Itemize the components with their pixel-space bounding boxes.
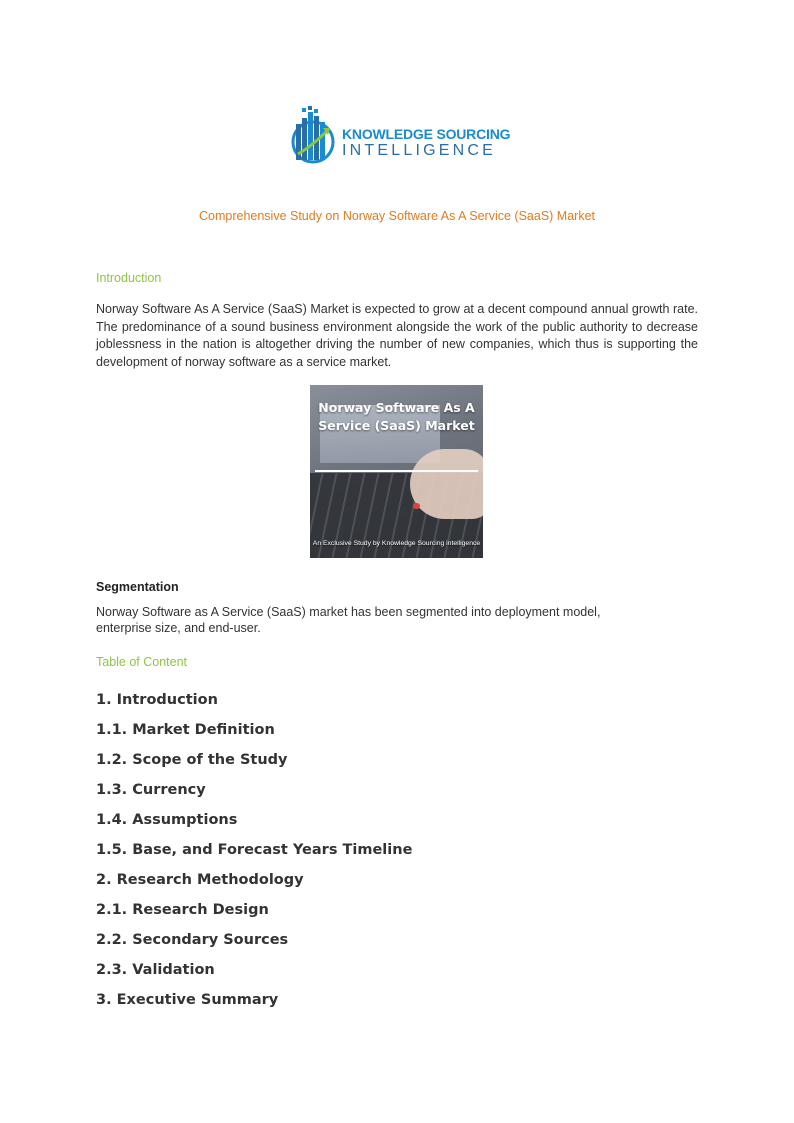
toc-item: 2.3. Validation	[96, 962, 215, 978]
hand-graphic	[410, 449, 483, 519]
segmentation-heading: Segmentation	[96, 580, 179, 594]
introduction-text: Norway Software As A Service (SaaS) Market is expected to grow at a decent compound annual growth rate. The predominance of a sound business environment alongside the work of the public authority to decrease joblessness in the nation is altogether driving the number of new companies, which thus is supporting the development of norway software as a service market.	[96, 302, 698, 369]
toc-item: 3. Executive Summary	[96, 992, 279, 1008]
cover-title: Norway Software As A Service (SaaS) Market	[318, 400, 475, 433]
toc-item: 1. Introduction	[96, 692, 218, 708]
cover-footer: An Exclusive Study by Knowledge Sourcing intelligence	[312, 540, 481, 547]
introduction-heading: Introduction	[96, 271, 162, 285]
logo-text-line1: KNOWLEDGE SOURCING	[342, 126, 511, 142]
document-title: Comprehensive Study on Norway Software As A Service (SaaS) Market	[198, 209, 595, 223]
company-logo	[290, 104, 510, 166]
toc-item: 2.1. Research Design	[96, 902, 269, 918]
toc-item: 1.5. Base, and Forecast Years Timeline	[96, 842, 413, 858]
toc-item: 1.1. Market Definition	[96, 722, 275, 738]
table-of-contents	[96, 691, 412, 1021]
logo-emblem-icon	[290, 104, 340, 166]
segmentation-text: Norway Software as A Service (SaaS) market has been segmented into deployment model, enterprise size, and end-user.	[96, 605, 601, 635]
fingernail-graphic	[413, 503, 420, 509]
toc-item: 1.2. Scope of the Study	[96, 752, 288, 768]
cover-divider	[315, 470, 478, 472]
toc-item: 1.4. Assumptions	[96, 812, 238, 828]
toc-item: 2.2. Secondary Sources	[96, 932, 289, 948]
report-cover-image	[310, 385, 483, 558]
logo-text-line2: INTELLIGENCE	[342, 142, 496, 159]
toc-item: 1.3. Currency	[96, 782, 206, 798]
toc-item: 2. Research Methodology	[96, 872, 304, 888]
toc-heading: Table of Content	[96, 655, 188, 669]
